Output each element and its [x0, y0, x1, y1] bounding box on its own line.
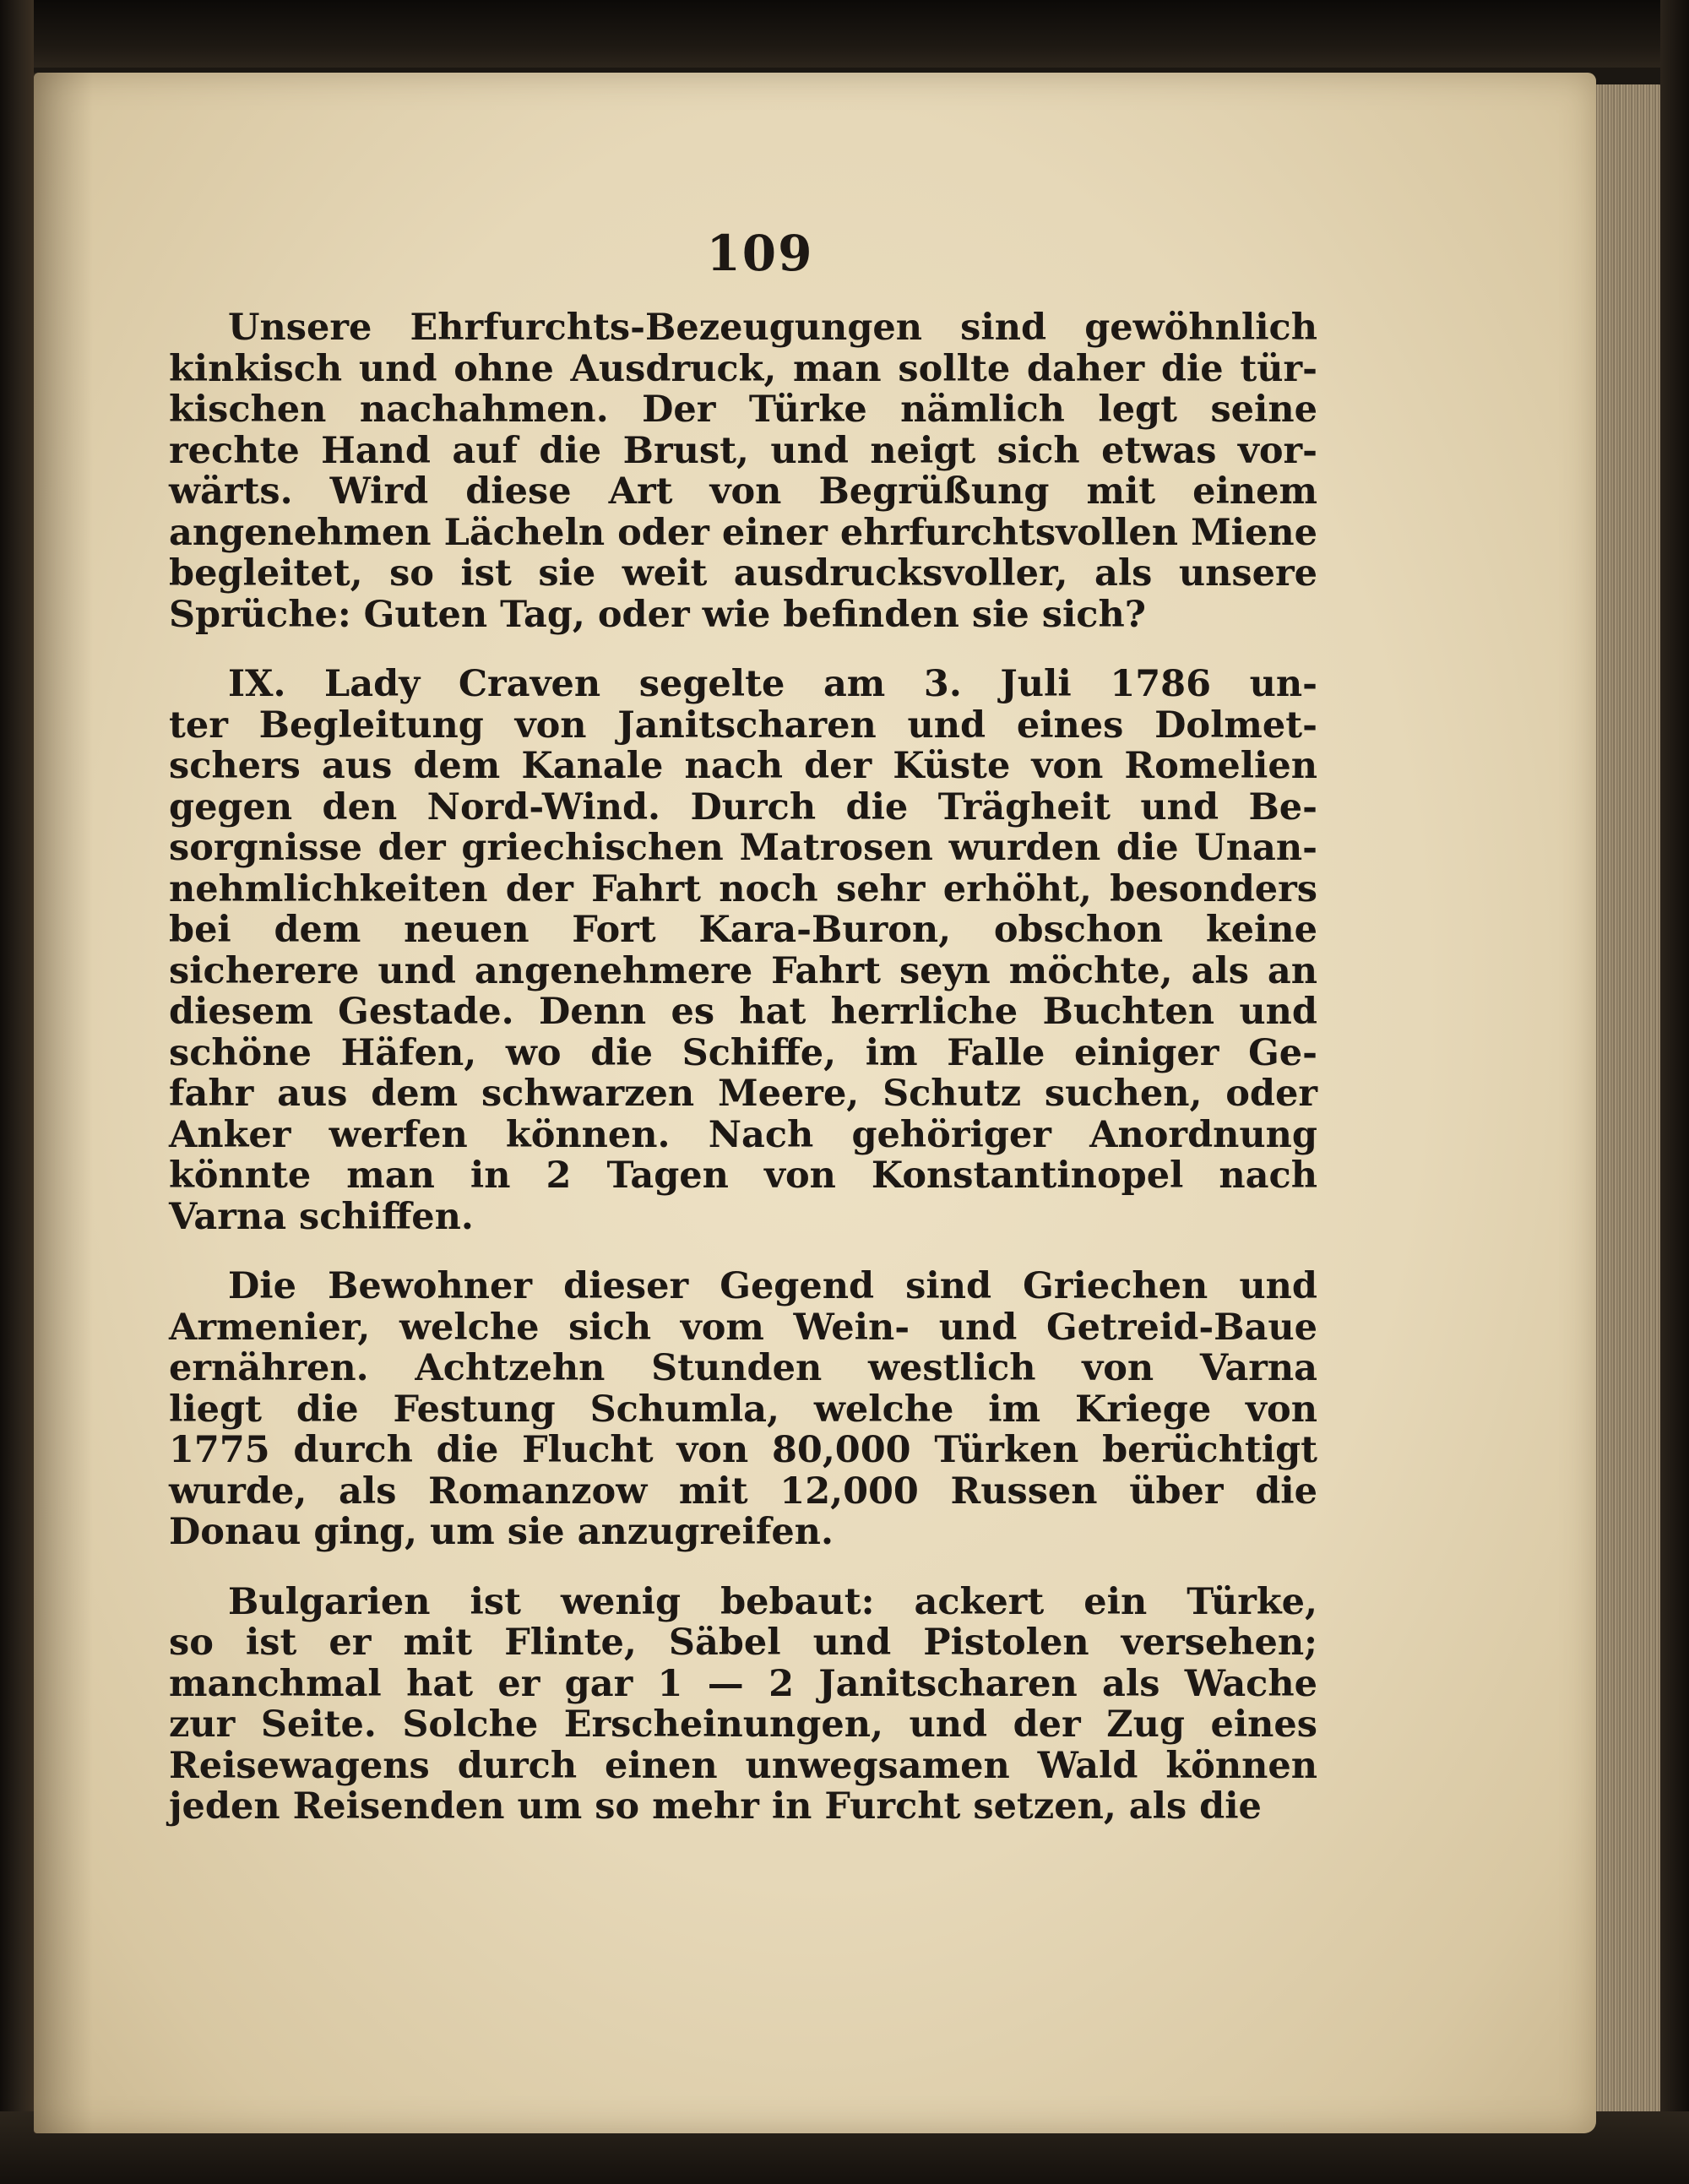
text-line: nehmlichkeiten der Fahrt noch sehr erhöht, besonders: [169, 867, 1317, 910]
text-line: rechte Hand auf die Brust, und neigt sich etwas vor-: [169, 429, 1317, 472]
text-line: fahr aus dem schwarzen Meere, Schutz suchen, oder: [169, 1073, 1317, 1115]
page-stack-edge: [1588, 84, 1664, 2145]
text-line: Sprüche: Guten Tag, oder wie befinden sie sich?: [169, 593, 1146, 636]
text-line: jeden Reisenden um so mehr in Furcht setzen, als die: [169, 1785, 1262, 1828]
text-line: begleitet, so ist sie weit ausdrucksvoller, als unsere: [169, 552, 1317, 595]
text-line: Unsere Ehrfurchts-Bezeugungen sind gewöhnlich: [228, 307, 1317, 349]
text-line: Bulgarien ist wenig bebaut: ackert ein Türke,: [228, 1580, 1317, 1623]
text-line: könnte man in 2 Tagen von Konstantinopel nach: [169, 1154, 1317, 1197]
text-line: angenehmen Lächeln oder einer ehrfurchtsvollen Miene: [169, 511, 1317, 554]
text-line: kinkisch und ohne Ausdruck, man sollte daher die tür-: [169, 347, 1317, 390]
top-edge: [0, 0, 1689, 68]
text-block: [169, 225, 1317, 1856]
text-line: sicherere und angenehmere Fahrt seyn möchte, als an: [169, 949, 1317, 992]
book-page: [34, 73, 1596, 2133]
text-line: Reisewagens durch einen unwegsamen Wald können: [169, 1744, 1317, 1787]
text-line: Donau ging, um sie anzugreifen.: [169, 1511, 834, 1553]
text-line: wärts. Wird diese Art von Begrüßung mit einem: [169, 470, 1317, 513]
page-number: 109: [706, 225, 814, 282]
text-line: sorgnisse der griechischen Matrosen wurden die Unan-: [169, 827, 1317, 869]
text-line: so ist er mit Flinte, Säbel und Pistolen versehen;: [169, 1622, 1317, 1664]
text-line: wurde, als Romanzow mit 12,000 Russen über die: [169, 1470, 1317, 1513]
text-line: gegen den Nord-Wind. Durch die Trägheit und Be-: [169, 785, 1317, 829]
text-line: IX. Lady Craven segelte am 3. Juli 1786 un-: [228, 663, 1317, 705]
text-line: ter Begleitung von Janitscharen und eines Dolmet-: [169, 704, 1317, 747]
book-spine-edge: [0, 0, 34, 2184]
book-cover-edge: [1660, 0, 1689, 2184]
text-line: Die Bewohner dieser Gegend sind Griechen und: [228, 1265, 1317, 1307]
gutter-shadow: [34, 73, 93, 2133]
text-line: ernähren. Achtzehn Stunden westlich von Varna: [169, 1347, 1317, 1389]
text-line: 1775 durch die Flucht von 80,000 Türken berüchtigt: [169, 1429, 1317, 1471]
paragraph: [169, 307, 1317, 635]
text-line: liegt die Festung Schumla, welche im Kriege von: [169, 1388, 1317, 1431]
text-line: diesem Gestade. Denn es hat herrliche Buchten und: [169, 991, 1317, 1033]
text-line: schöne Häfen, wo die Schiffe, im Falle einiger Ge-: [169, 1031, 1317, 1074]
paragraph: [169, 1266, 1317, 1553]
text-line: Varna schiffen.: [169, 1195, 474, 1238]
text-line: Armenier, welche sich vom Wein- und Getreid-Baue: [169, 1306, 1317, 1349]
text-line: bei dem neuen Fort Kara-Buron, obschon keine: [169, 909, 1317, 951]
text-line: kischen nachahmen. Der Türke nämlich legt seine: [169, 388, 1317, 431]
paragraphs: [169, 307, 1317, 1828]
text-line: zur Seite. Solche Erscheinungen, und der Zug eines: [169, 1703, 1317, 1746]
paragraph: [169, 664, 1317, 1237]
text-line: Anker werfen können. Nach gehöriger Anordnung: [169, 1113, 1317, 1156]
text-line: schers aus dem Kanale nach der Küste von Romelien: [169, 745, 1317, 787]
text-line: manchmal hat er gar 1 — 2 Janitscharen als Wache: [169, 1662, 1317, 1705]
paragraph: [169, 1582, 1317, 1828]
